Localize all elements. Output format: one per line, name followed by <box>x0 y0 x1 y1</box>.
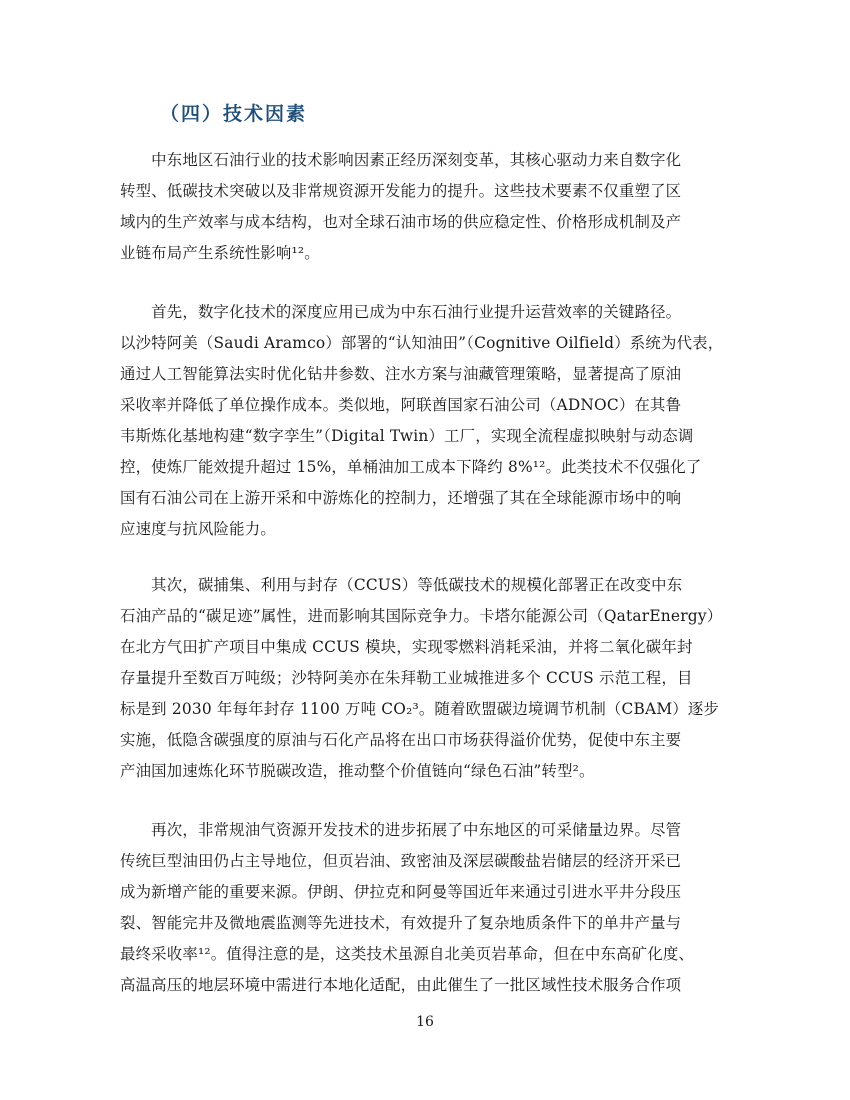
text-line: 首先，数字化技术的深度应用已成为中东石油行业提升运营效率的关键路径。 <box>120 303 682 321</box>
text-line: 采收率并降低了单位操作成本。类似地，阿联酋国家石油公司（ADNOC）在其鲁 <box>120 396 682 414</box>
text-line: 业链布局产生系统性影响¹²。 <box>120 244 320 262</box>
text-line: 最终采收率¹²。值得注意的是，这类技术虽源自北美页岩革命，但在中东高矿化度、 <box>120 945 695 963</box>
text-line: 以沙特阿美（Saudi Aramco）部署的“认知油田”（Cognitive Oilfield）系统为代表， <box>120 334 724 352</box>
text-line: 再次，非常规油气资源开发技术的进步拓展了中东地区的可采储量边界。尽管 <box>120 821 682 839</box>
text-line: 实施，低隐含碳强度的原油与石化产品将在出口市场获得溢价优势，促使中东主要 <box>120 731 682 749</box>
text-line: 在北方气田扩产项目中集成 CCUS 模块，实现零燃料消耗采油，并将二氧化碳年封 <box>120 638 693 656</box>
text-line: 转型、低碳技术突破以及非常规资源开发能力的提升。这些技术要素不仅重塑了区 <box>120 182 682 200</box>
text-line: 石油产品的“碳足迹”属性，进而影响其国际竞争力。卡塔尔能源公司（QatarEnergy） <box>120 607 723 625</box>
paragraph-intro <box>120 145 740 269</box>
text-line: 产油国加速炼化环节脱碳改造，推动整个价值链向“绿色石油”转型²。 <box>120 762 595 780</box>
text-line: 控，使炼厂能效提升超过 15%，单桶油加工成本下降约 8%¹²。此类技术不仅强化了 <box>120 458 702 476</box>
text-line: 其次，碳捕集、利用与封存（CCUS）等低碳技术的规模化部署正在改变中东 <box>120 576 683 594</box>
text-line: 裂、智能完井及微地震监测等先进技术，有效提升了复杂地质条件下的单井产量与 <box>120 914 682 932</box>
text-line: 中东地区石油行业的技术影响因素正经历深刻变革，其核心驱动力来自数字化 <box>120 151 682 169</box>
text-line: 高温高压的地层环境中需进行本地化适配，由此催生了一批区域性技术服务合作项 <box>120 976 682 994</box>
text-line: 成为新增产能的重要来源。伊朗、伊拉克和阿曼等国近年来通过引进水平井分段压 <box>120 883 682 901</box>
paragraph-unconventional <box>120 815 740 1001</box>
text-line: 存量提升至数百万吨级；沙特阿美亦在朱拜勒工业城推进多个 CCUS 示范工程，目 <box>120 669 693 687</box>
section-heading: （四）技术因素 <box>160 103 308 125</box>
page-number: 16 <box>416 1014 434 1030</box>
paragraph-ccus <box>120 570 740 787</box>
text-line: 标是到 2030 年每年封存 1100 万吨 CO₂³。随着欧盟碳边境调节机制（CBAM）逐步 <box>120 700 720 718</box>
paragraph-digitalization <box>120 297 740 545</box>
text-line: 通过人工智能算法实时优化钻井参数、注水方案与油藏管理策略，显著提高了原油 <box>120 365 682 383</box>
text-line: 应速度与抗风险能力。 <box>120 520 276 538</box>
text-line: 国有石油公司在上游开采和中游炼化的控制力，还增强了其在全球能源市场中的响 <box>120 489 682 507</box>
text-line: 传统巨型油田仍占主导地位，但页岩油、致密油及深层碳酸盐岩储层的经济开采已 <box>120 852 682 870</box>
text-line: 域内的生产效率与成本结构，也对全球石油市场的供应稳定性、价格形成机制及产 <box>120 213 682 231</box>
text-line: 韦斯炼化基地构建“数字孪生”（Digital Twin）工厂，实现全流程虚拟映射与动态调 <box>120 427 694 445</box>
